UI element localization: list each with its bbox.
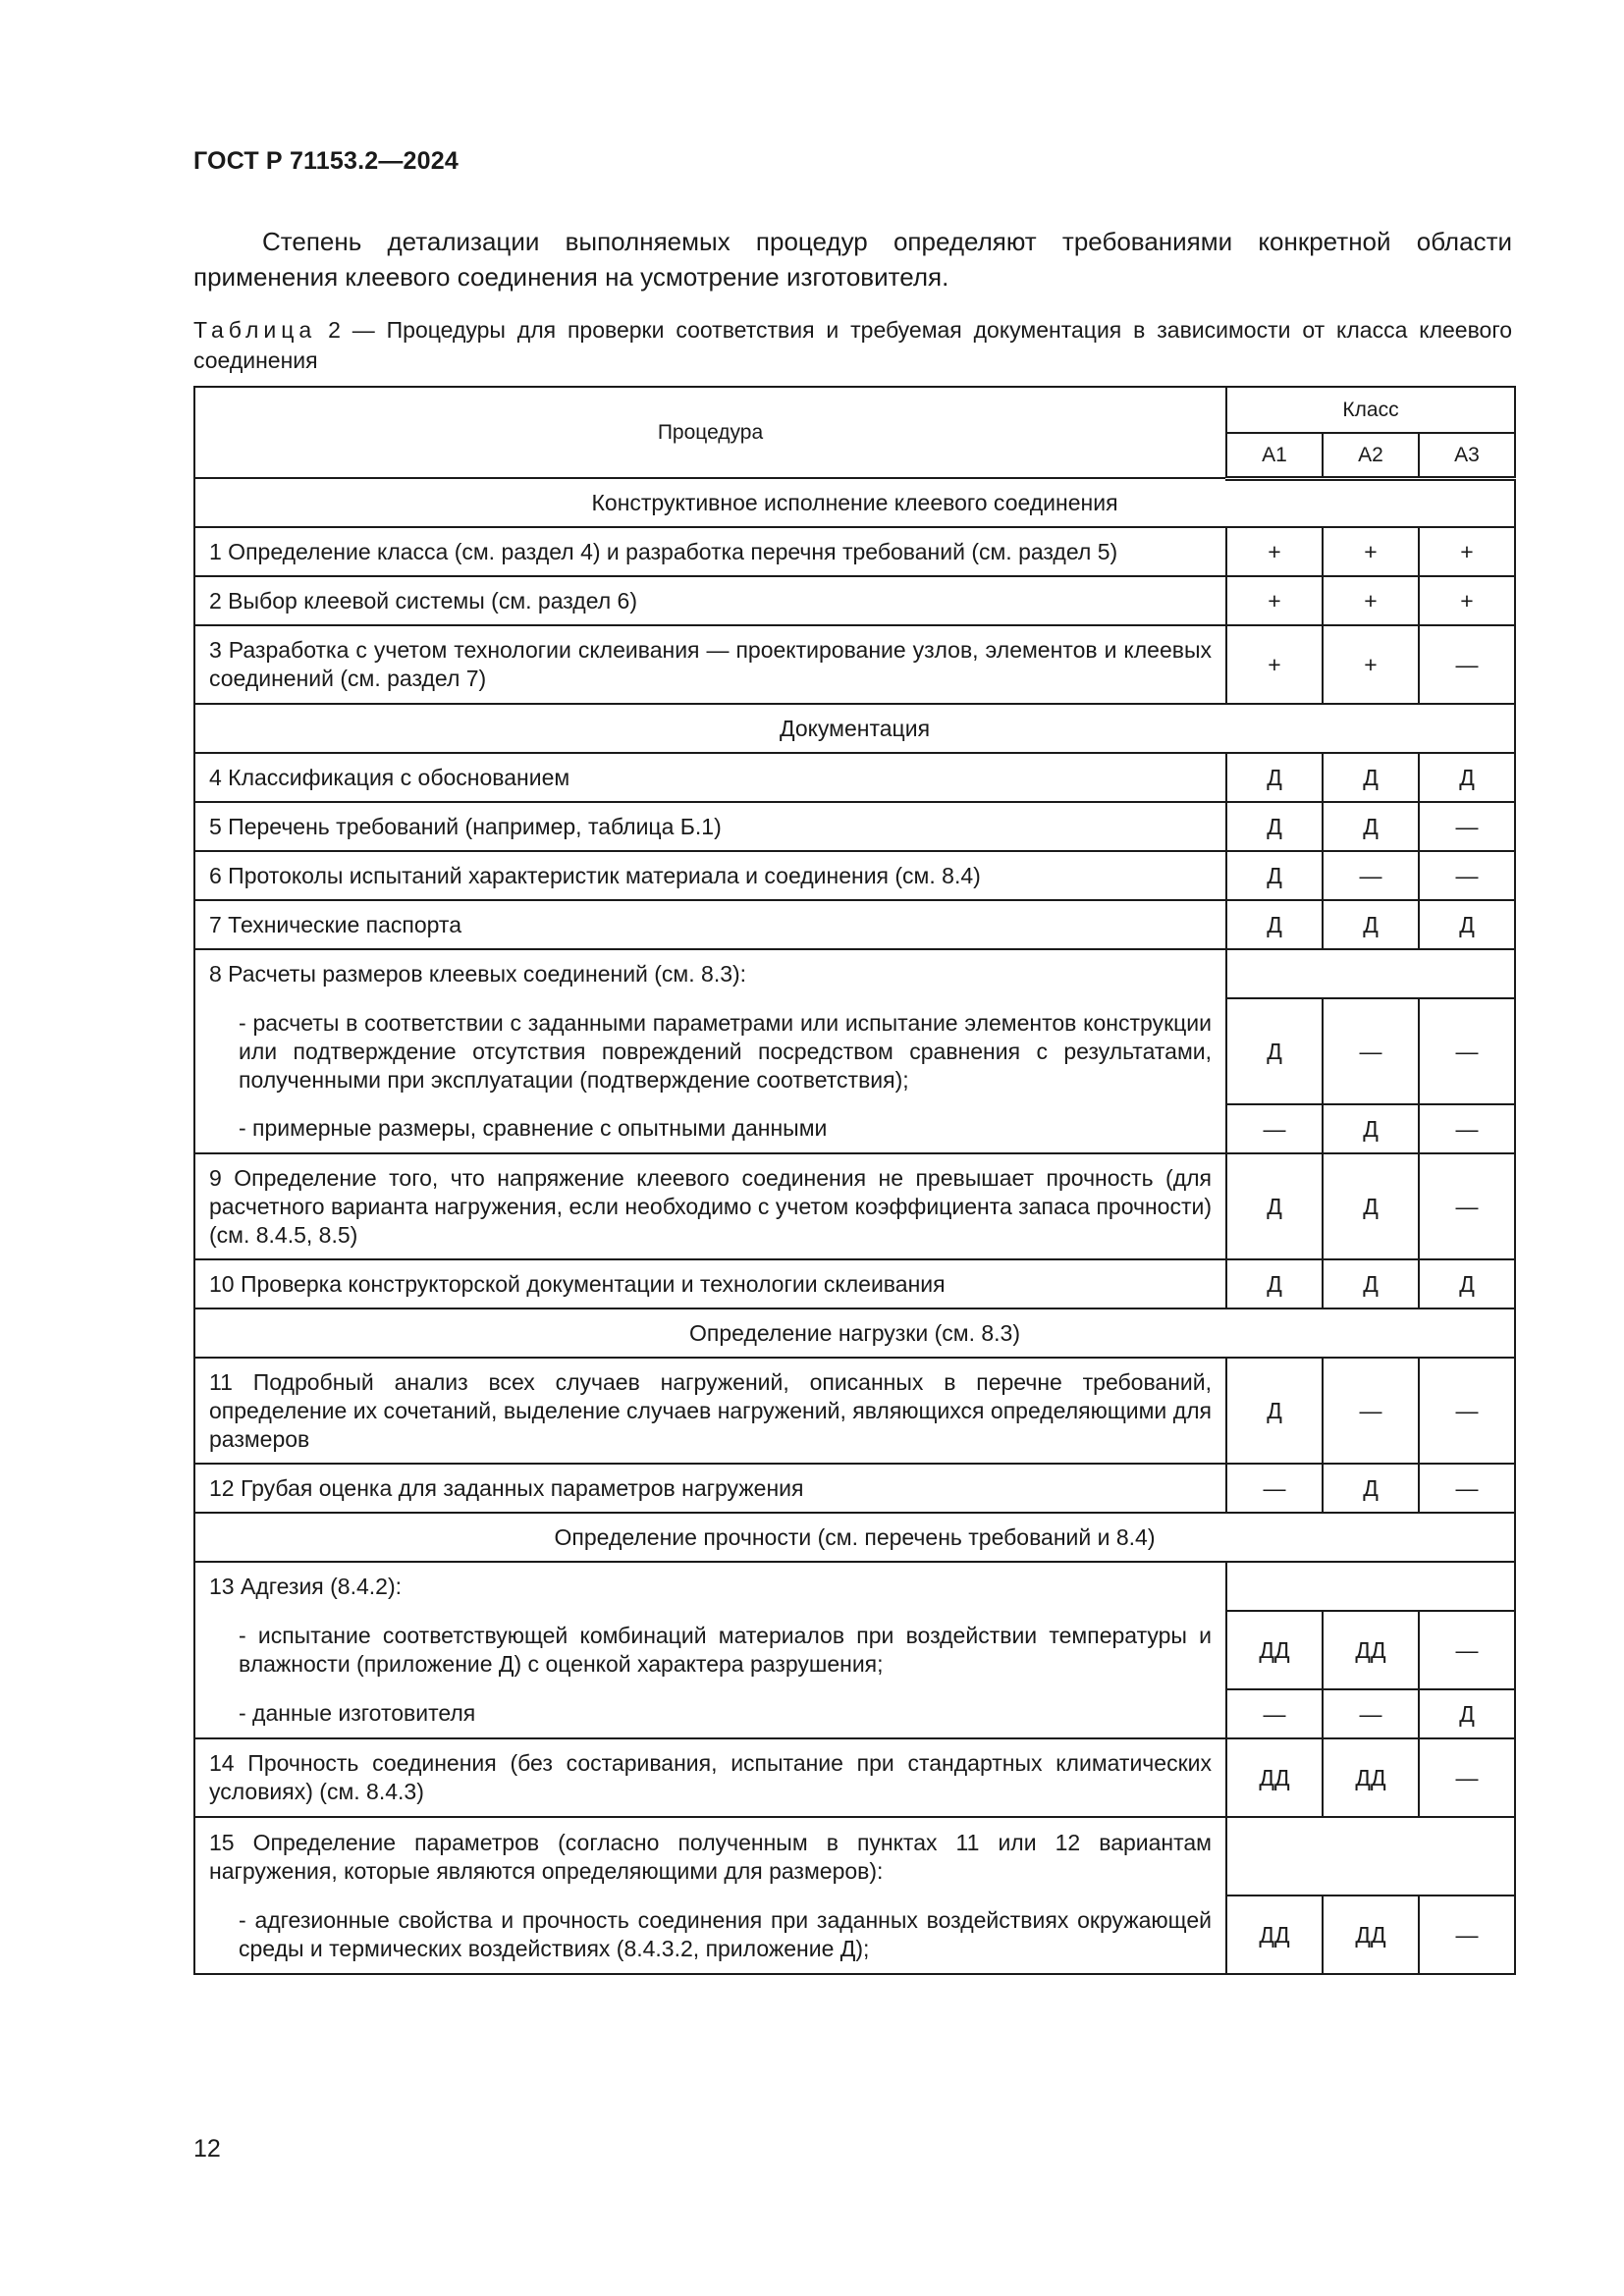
mark-a2: — — [1323, 998, 1419, 1104]
procedure-subitem: - адгезионные свойства и прочность соединения при заданных воздействиях окружающей среды и термических воздействиях (8.4.3.2, приложение Д); — [194, 1896, 1226, 1974]
mark-a1: Д — [1226, 802, 1323, 851]
mark-a2: ДД — [1323, 1896, 1419, 1974]
mark-a2: Д — [1323, 1464, 1419, 1513]
mark-a2: Д — [1323, 1104, 1419, 1153]
mark-a3: — — [1419, 625, 1515, 704]
mark-a3: + — [1419, 576, 1515, 625]
mark-a3: Д — [1419, 900, 1515, 949]
header-procedure: Процедура — [194, 387, 1226, 478]
mark-a3: Д — [1419, 753, 1515, 802]
section-row — [194, 1308, 1515, 1358]
table-row — [194, 1817, 1515, 1896]
mark-a3: — — [1419, 1464, 1515, 1513]
table-row — [194, 851, 1515, 900]
section-row — [194, 478, 1515, 527]
procedure-cell: 6 Протоколы испытаний характеристик материала и соединения (см. 8.4) — [194, 851, 1226, 900]
mark-a3: — — [1419, 802, 1515, 851]
procedure-cell: 3 Разработка с учетом технологии склеивания — проектирование узлов, элементов и клеевых соединений (см. раздел 7) — [194, 625, 1226, 704]
procedure-cell: 1 Определение класса (см. раздел 4) и разработка перечня требований (см. раздел 5) — [194, 527, 1226, 576]
empty-marks-cell — [1226, 1562, 1515, 1611]
mark-a1: Д — [1226, 851, 1323, 900]
mark-a2: + — [1323, 576, 1419, 625]
table-row — [194, 1153, 1515, 1259]
mark-a1: — — [1226, 1104, 1323, 1153]
mark-a3: + — [1419, 527, 1515, 576]
table-caption-text: 2 — Процедуры для проверки соответствия и требуемая документация в зависимости от класса клеевого соединения — [193, 317, 1512, 373]
mark-a3: — — [1419, 998, 1515, 1104]
table-row — [194, 1104, 1515, 1153]
table-row — [194, 998, 1515, 1104]
mark-a1: — — [1226, 1689, 1323, 1738]
section-row — [194, 1513, 1515, 1562]
table-caption-label: Таблица — [193, 317, 317, 343]
procedure-cell: 8 Расчеты размеров клеевых соединений (см. 8.3): — [194, 949, 1226, 998]
mark-a2: + — [1323, 527, 1419, 576]
mark-a2: — — [1323, 1358, 1419, 1464]
mark-a1: Д — [1226, 753, 1323, 802]
intro-line-2: применения клеевого соединения на усмотрение изготовителя. — [193, 262, 949, 292]
mark-a1: Д — [1226, 900, 1323, 949]
procedure-subitem: - данные изготовителя — [194, 1689, 1226, 1738]
section-title: Определение нагрузки (см. 8.3) — [194, 1308, 1515, 1358]
intro-paragraph — [193, 224, 1512, 294]
mark-a2: Д — [1323, 1153, 1419, 1259]
header-class-a1: А1 — [1226, 433, 1323, 478]
mark-a2: Д — [1323, 753, 1419, 802]
mark-a2: — — [1323, 851, 1419, 900]
mark-a2: Д — [1323, 900, 1419, 949]
table-row — [194, 527, 1515, 576]
table-row — [194, 1358, 1515, 1464]
table-row — [194, 753, 1515, 802]
table-caption — [193, 315, 1512, 376]
mark-a3: — — [1419, 851, 1515, 900]
section-title: Конструктивное исполнение клеевого соединения — [194, 478, 1515, 527]
table-row — [194, 1562, 1515, 1611]
procedure-cell: 15 Определение параметров (согласно полученным в пунктах 11 или 12 вариантам нагружения, которые являются определяющими для размеров): — [194, 1817, 1226, 1896]
mark-a1: + — [1226, 625, 1323, 704]
procedure-subitem: - расчеты в соответствии с заданными параметрами или испытание элементов конструкции или подтверждение отсутствия повреждений посредством сравнения с результатами, полученными при эксплуатации (подтверждение соответствия); — [194, 998, 1226, 1104]
mark-a2: Д — [1323, 1259, 1419, 1308]
mark-a1: ДД — [1226, 1738, 1323, 1817]
table-row — [194, 1464, 1515, 1513]
table-row — [194, 1259, 1515, 1308]
procedure-cell: 13 Адгезия (8.4.2): — [194, 1562, 1226, 1611]
mark-a3: — — [1419, 1896, 1515, 1974]
empty-marks-cell — [1226, 1817, 1515, 1896]
mark-a3: Д — [1419, 1689, 1515, 1738]
procedure-cell: 12 Грубая оценка для заданных параметров нагружения — [194, 1464, 1226, 1513]
mark-a2: ДД — [1323, 1738, 1419, 1817]
procedure-cell: 9 Определение того, что напряжение клеевого соединения не превышает прочность (для расчетного варианта нагружения, если необходимо с учетом коэффициента запаса прочности) (см. 8.4.5, 8.5) — [194, 1153, 1226, 1259]
section-row — [194, 704, 1515, 753]
mark-a1: ДД — [1226, 1896, 1323, 1974]
procedure-cell: 4 Классификация с обоснованием — [194, 753, 1226, 802]
mark-a3: — — [1419, 1153, 1515, 1259]
mark-a2: — — [1323, 1689, 1419, 1738]
header-class: Класс — [1226, 387, 1515, 433]
mark-a1: ДД — [1226, 1611, 1323, 1689]
mark-a1: Д — [1226, 1259, 1323, 1308]
table-row — [194, 1689, 1515, 1738]
procedure-subitem: - примерные размеры, сравнение с опытными данными — [194, 1104, 1226, 1153]
mark-a1: Д — [1226, 1153, 1323, 1259]
table-row — [194, 1896, 1515, 1974]
mark-a1: + — [1226, 576, 1323, 625]
mark-a3: — — [1419, 1738, 1515, 1817]
section-title: Определение прочности (см. перечень требований и 8.4) — [194, 1513, 1515, 1562]
mark-a2: + — [1323, 625, 1419, 704]
table-row — [194, 1611, 1515, 1689]
procedure-cell: 7 Технические паспорта — [194, 900, 1226, 949]
procedure-cell: 11 Подробный анализ всех случаев нагружений, описанных в перечне требований, определение их сочетаний, выделение случаев нагружений, являющихся определяющими для размеров — [194, 1358, 1226, 1464]
procedure-cell: 2 Выбор клеевой системы (см. раздел 6) — [194, 576, 1226, 625]
mark-a2: Д — [1323, 802, 1419, 851]
procedure-subitem: - испытание соответствующей комбинаций материалов при воздействии температуры и влажности (приложение Д) с оценкой характера разрушения; — [194, 1611, 1226, 1689]
section-title: Документация — [194, 704, 1515, 753]
table-row — [194, 576, 1515, 625]
header-class-a3: А3 — [1419, 433, 1515, 478]
mark-a3: Д — [1419, 1259, 1515, 1308]
empty-marks-cell — [1226, 949, 1515, 998]
table-row — [194, 802, 1515, 851]
table-row — [194, 900, 1515, 949]
mark-a1: + — [1226, 527, 1323, 576]
header-class-a2: А2 — [1323, 433, 1419, 478]
mark-a1: Д — [1226, 998, 1323, 1104]
procedure-cell: 10 Проверка конструкторской документации и технологии склеивания — [194, 1259, 1226, 1308]
table-row — [194, 625, 1515, 704]
mark-a1: Д — [1226, 1358, 1323, 1464]
procedures-table — [193, 386, 1516, 1975]
table-row — [194, 949, 1515, 998]
procedure-cell: 14 Прочность соединения (без состаривания, испытание при стандартных климатических условиях) (см. 8.4.3) — [194, 1738, 1226, 1817]
procedure-cell: 5 Перечень требований (например, таблица Б.1) — [194, 802, 1226, 851]
mark-a3: — — [1419, 1611, 1515, 1689]
mark-a3: — — [1419, 1104, 1515, 1153]
table-header-row — [194, 387, 1515, 433]
intro-line-1: Степень детализации выполняемых процедур определяют требованиями конкретной области — [262, 227, 1512, 256]
document-code: ГОСТ Р 71153.2—2024 — [193, 147, 459, 175]
mark-a2: ДД — [1323, 1611, 1419, 1689]
mark-a1: — — [1226, 1464, 1323, 1513]
mark-a3: — — [1419, 1358, 1515, 1464]
page-number: 12 — [193, 2135, 221, 2163]
table-row — [194, 1738, 1515, 1817]
